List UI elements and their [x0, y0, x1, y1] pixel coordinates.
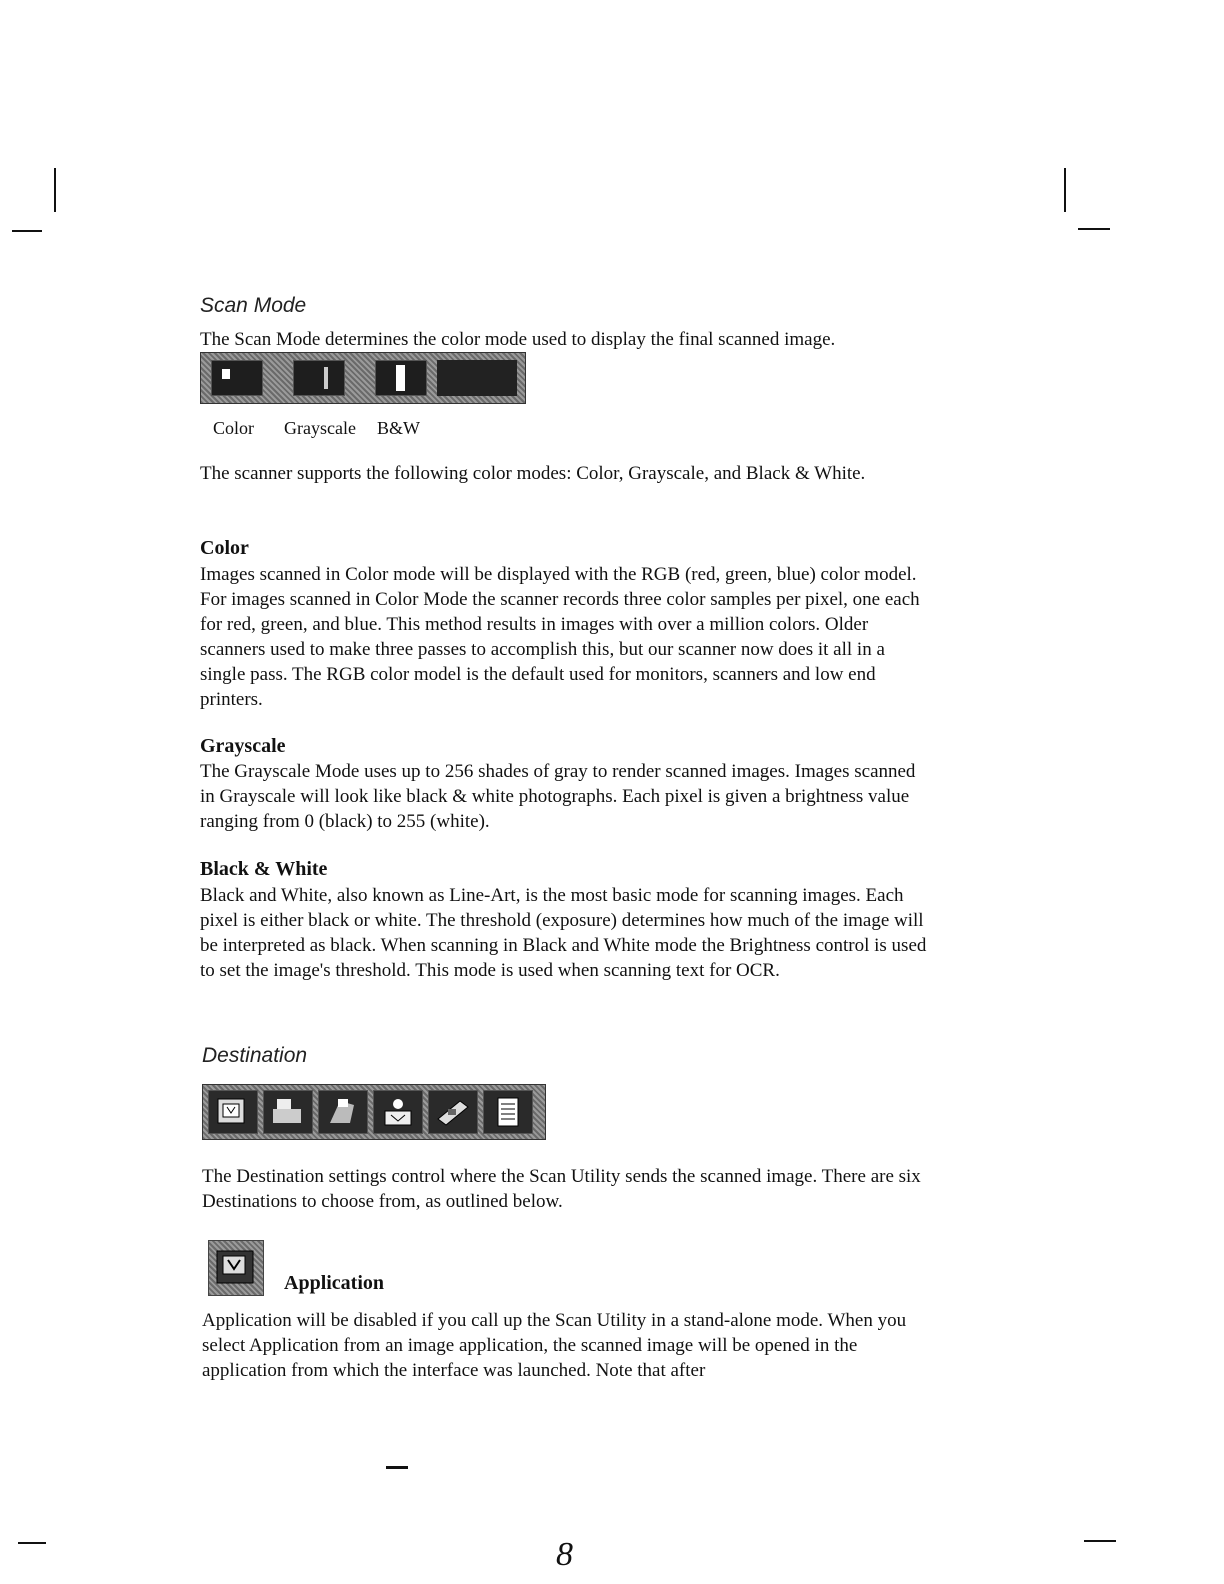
scan-mode-intro: The Scan Mode determines the color mode used to display the final scanned image. [200, 329, 836, 350]
crop-mark-bl-h [18, 1542, 46, 1544]
grayscale-body: The Grayscale Mode uses up to 256 shades of gray to render scanned images. Images scanned in Grayscale will look like black & white photographs. Each pixel is given a brightness value ranging from 0 (black) to 255 (white). [200, 761, 916, 832]
scan-mode-toolbar [200, 352, 526, 404]
color-body: Images scanned in Color mode will be displayed with the RGB (red, green, blue) color model. For images scanned in Color Mode the scanner records three color samples per pixel, one each for red, green, and blue. This method results in images with over a million colors. Older scanners used to make three passes to accomplish this, but our scanner now does it all in a single pass. The RGB color model is the default used for monitors, scanners and low end printers. [200, 564, 920, 710]
bw-body: Black and White, also known as Line-Art, is the most basic mode for scanning images. Each pixel is either black or white. The threshold (exposure) determines how much of the image will be interpreted as black. When scanning in Black and White mode the Brightness control is used to set the image's threshold. This mode is used when scanning text for OCR. [200, 885, 927, 981]
application-heading: Application [284, 1272, 385, 1294]
crop-mark-tl-h [12, 230, 42, 232]
crop-mark-tr-h [1078, 228, 1110, 230]
destination-fax-button[interactable] [318, 1090, 368, 1134]
toolbar-filler [437, 360, 517, 396]
bw-mode-button[interactable] [375, 360, 427, 396]
application-body: Application will be disabled if you call up the Scan Utility in a stand-alone mode. When you select Application from an image application, the scanned image will be opened in the application from which the interface was launched. Note that after [202, 1310, 907, 1381]
application-icon [209, 1241, 263, 1295]
application-icon-large [208, 1240, 264, 1296]
color-heading: Color [200, 537, 249, 559]
destination-printer-button[interactable] [263, 1090, 313, 1134]
grayscale-mode-button[interactable] [293, 360, 345, 396]
supported-modes-text: The scanner supports the following color modes: Color, Grayscale, and Black & White. [200, 463, 866, 484]
stray-dash [386, 1466, 408, 1469]
destination-body: The Destination settings control where the Scan Utility sends the scanned image. There are six Destinations to choose from, as outlined below. [202, 1166, 921, 1212]
page-number: 8 [556, 1536, 573, 1573]
grayscale-heading: Grayscale [200, 735, 286, 757]
destination-application-button[interactable] [208, 1090, 258, 1134]
email-icon [379, 1095, 417, 1129]
label-bw: B&W [377, 418, 420, 438]
bw-mode-icon [396, 365, 405, 391]
label-color: Color [213, 418, 255, 438]
fax-icon [324, 1095, 362, 1129]
scan-mode-heading: Scan Mode [200, 294, 307, 317]
ocr-icon [434, 1095, 472, 1129]
crop-mark-tl-v [54, 168, 56, 212]
destination-email-button[interactable] [373, 1090, 423, 1134]
crop-mark-br-h [1084, 1540, 1116, 1542]
grayscale-mode-icon [324, 367, 328, 389]
destination-heading: Destination [202, 1044, 308, 1067]
destination-toolbar [202, 1084, 546, 1140]
color-mode-button[interactable] [211, 360, 263, 396]
application-icon [214, 1095, 252, 1129]
bw-heading: Black & White [200, 858, 328, 880]
label-grayscale: Grayscale [284, 418, 356, 438]
destination-file-button[interactable] [483, 1090, 533, 1134]
file-icon [489, 1095, 527, 1129]
printer-icon [269, 1095, 307, 1129]
crop-mark-tr-v [1064, 168, 1066, 212]
color-mode-icon [222, 369, 230, 379]
destination-ocr-button[interactable] [428, 1090, 478, 1134]
